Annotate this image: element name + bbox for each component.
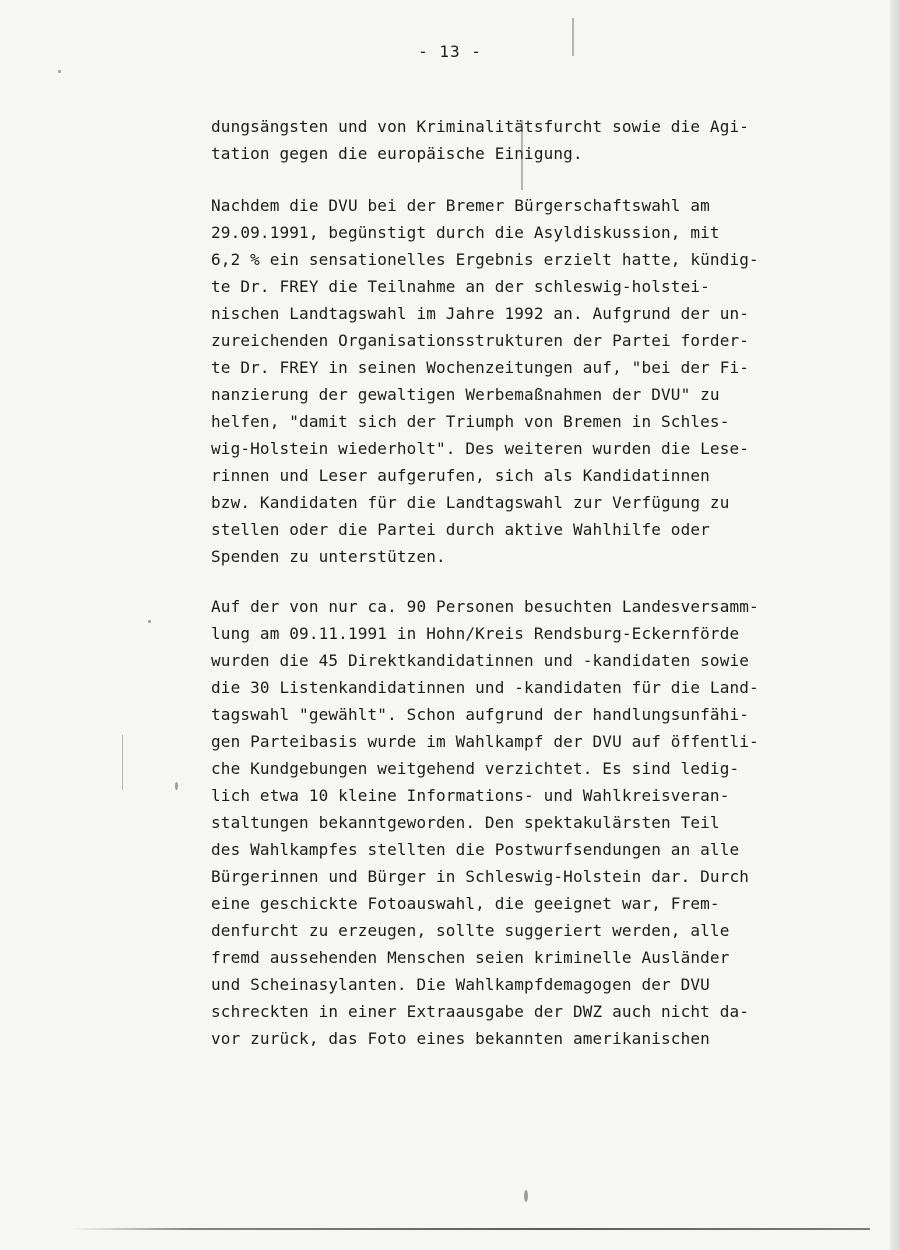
text-line: fremd aussehenden Menschen seien kriminelle Ausländer bbox=[211, 948, 730, 967]
paragraph-1 bbox=[211, 113, 811, 167]
text-line: bzw. Kandidaten für die Landtagswahl zur Verfügung zu bbox=[211, 493, 730, 512]
text-line: staltungen bekanntgeworden. Den spektakulärsten Teil bbox=[211, 813, 720, 832]
text-line: nanzierung der gewaltigen Werbemaßnahmen der DVU" zu bbox=[211, 385, 720, 404]
text-line: zureichenden Organisationsstrukturen der Partei forder- bbox=[211, 331, 750, 350]
paragraph-3 bbox=[211, 593, 811, 1052]
scan-edge-shadow bbox=[890, 0, 900, 1250]
text-line: gen Parteibasis wurde im Wahlkampf der DVU auf öffentli- bbox=[211, 732, 759, 751]
text-line: Spenden zu unterstützen. bbox=[211, 547, 446, 566]
text-line: che Kundgebungen weitgehend verzichtet. Es sind ledig- bbox=[211, 759, 740, 778]
text-line: und Scheinasylanten. Die Wahlkampfdemagogen der DVU bbox=[211, 975, 710, 994]
text-line: die 30 Listenkandidatinnen und -kandidaten für die Land- bbox=[211, 678, 759, 697]
scan-speck bbox=[524, 1190, 528, 1202]
scan-mark bbox=[572, 18, 574, 56]
text-line: Nachdem die DVU bei der Bremer Bürgerschaftswahl am bbox=[211, 196, 710, 215]
text-line: rinnen und Leser aufgerufen, sich als Kandidatinnen bbox=[211, 466, 710, 485]
text-line: dungsängsten und von Kriminalitätsfurcht sowie die Agi- bbox=[211, 117, 750, 136]
text-line: des Wahlkampfes stellten die Postwurfsendungen an alle bbox=[211, 840, 740, 859]
text-line: te Dr. FREY in seinen Wochenzeitungen auf, "bei der Fi- bbox=[211, 358, 750, 377]
scan-speck bbox=[58, 70, 61, 73]
scan-speck bbox=[175, 782, 178, 790]
text-line: vor zurück, das Foto eines bekannten amerikanischen bbox=[211, 1029, 710, 1048]
page-number: - 13 - bbox=[418, 42, 482, 61]
text-line: stellen oder die Partei durch aktive Wahlhilfe oder bbox=[211, 520, 710, 539]
text-line: lich etwa 10 kleine Informations- und Wahlkreisveran- bbox=[211, 786, 730, 805]
text-line: tagswahl "gewählt". Schon aufgrund der handlungsunfähi- bbox=[211, 705, 750, 724]
paragraph-2 bbox=[211, 192, 811, 570]
scan-speck bbox=[148, 620, 151, 623]
text-line: eine geschickte Fotoauswahl, die geeignet war, Frem- bbox=[211, 894, 720, 913]
scan-mark bbox=[122, 735, 123, 790]
text-line: 6,2 % ein sensationelles Ergebnis erzielt hatte, kündig- bbox=[211, 250, 759, 269]
text-line: Auf der von nur ca. 90 Personen besuchten Landesversamm- bbox=[211, 597, 759, 616]
text-line: wig-Holstein wiederholt". Des weiteren wurden die Lese- bbox=[211, 439, 750, 458]
text-line: te Dr. FREY die Teilnahme an der schleswig-holstei- bbox=[211, 277, 710, 296]
text-line: schreckten in einer Extraausgabe der DWZ auch nicht da- bbox=[211, 1002, 750, 1021]
scan-mark bbox=[521, 120, 523, 190]
text-line: 29.09.1991, begünstigt durch die Asyldiskussion, mit bbox=[211, 223, 720, 242]
text-line: Bürgerinnen und Bürger in Schleswig-Holstein dar. Durch bbox=[211, 867, 750, 886]
text-line: nischen Landtagswahl im Jahre 1992 an. Aufgrund der un- bbox=[211, 304, 750, 323]
scan-bottom-edge bbox=[70, 1228, 870, 1230]
text-line: helfen, "damit sich der Triumph von Bremen in Schles- bbox=[211, 412, 730, 431]
text-line: wurden die 45 Direktkandidatinnen und -kandidaten sowie bbox=[211, 651, 750, 670]
text-line: tation gegen die europäische Einigung. bbox=[211, 144, 583, 163]
text-line: lung am 09.11.1991 in Hohn/Kreis Rendsburg-Eckernförde bbox=[211, 624, 740, 643]
text-line: denfurcht zu erzeugen, sollte suggeriert werden, alle bbox=[211, 921, 730, 940]
